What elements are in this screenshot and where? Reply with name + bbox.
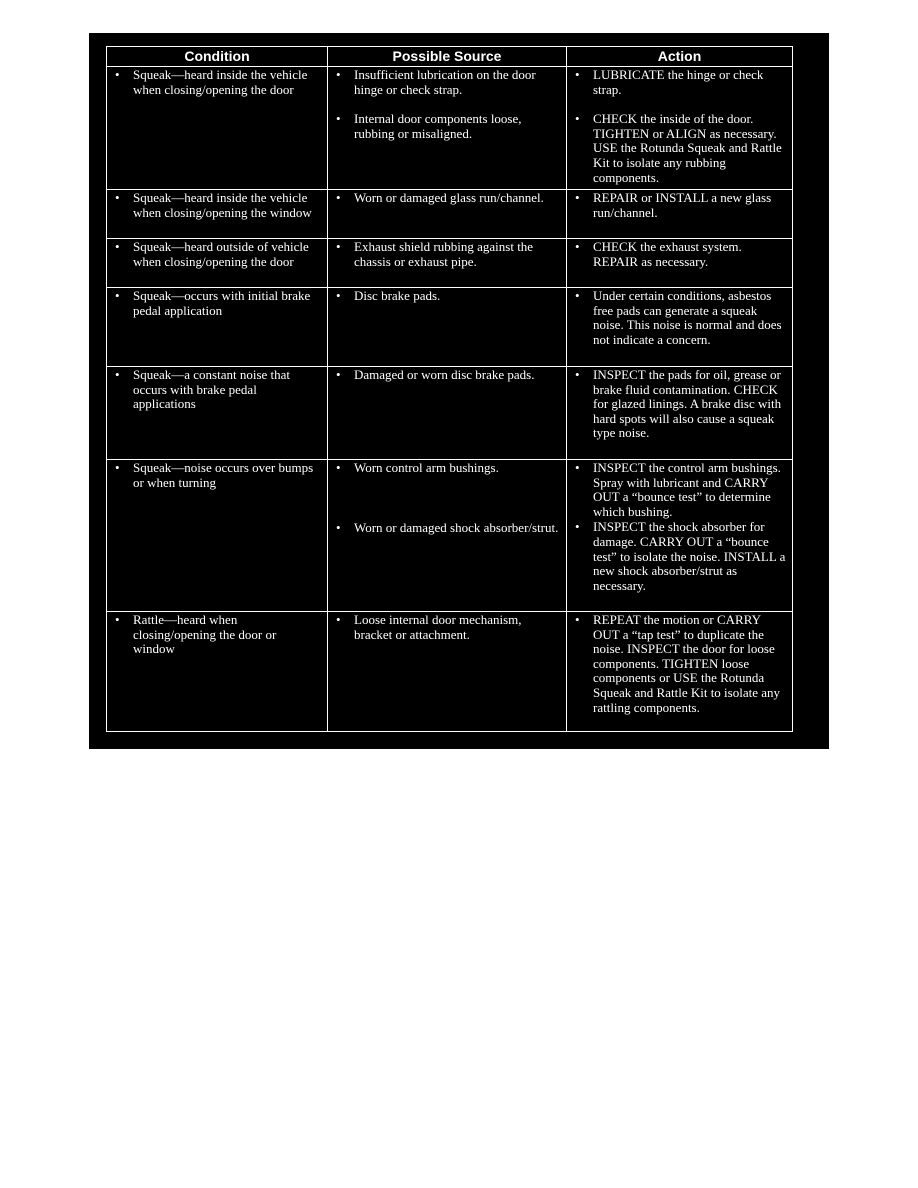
source-text: • Worn or damaged glass run/channel. [328, 190, 566, 206]
source-cell [328, 460, 567, 612]
table-row [107, 612, 793, 732]
condition-text: • Squeak—heard inside the vehicle when closing/opening the window [107, 190, 327, 220]
condition-cell [107, 67, 328, 190]
condition-cell [107, 288, 328, 367]
source-text: • Internal door components loose, rubbing or misaligned. [328, 111, 566, 141]
action-text: • REPAIR or INSTALL a new glass run/channel. [567, 190, 792, 220]
action-text: • INSPECT the pads for oil, grease or brake fluid contamination. CHECK for glazed linings. A brake disc with hard spots will also cause a squeak type noise. [567, 367, 792, 441]
table-row [107, 239, 793, 288]
action-cell [567, 239, 793, 288]
table-header-row [107, 47, 793, 67]
condition-cell [107, 460, 328, 612]
condition-cell [107, 190, 328, 239]
source-cell [328, 367, 567, 460]
source-cell [328, 239, 567, 288]
action-text: • CHECK the exhaust system. REPAIR as necessary. [567, 239, 792, 269]
condition-text: • Squeak—noise occurs over bumps or when turning [107, 460, 327, 490]
action-cell [567, 190, 793, 239]
action-text: • LUBRICATE the hinge or check strap. [567, 67, 792, 97]
table-row [107, 460, 793, 612]
action-text: • INSPECT the control arm bushings. Spray with lubricant and CARRY OUT a “bounce test” to determine which bushing. [567, 460, 792, 519]
action-cell [567, 612, 793, 732]
source-text: • Damaged or worn disc brake pads. [328, 367, 566, 383]
action-cell [567, 367, 793, 460]
action-text: • REPEAT the motion or CARRY OUT a “tap test” to duplicate the noise. INSPECT the door for loose components. TIGHTEN loose components or USE the Rotunda Squeak and Rattle Kit to isolate any rattling components. [567, 612, 792, 715]
condition-cell [107, 367, 328, 460]
action-cell [567, 460, 793, 612]
source-text: • Loose internal door mechanism, bracket or attachment. [328, 612, 566, 642]
source-cell [328, 288, 567, 367]
condition-text: • Rattle—heard when closing/opening the door or window [107, 612, 327, 657]
condition-cell [107, 239, 328, 288]
condition-text: • Squeak—heard outside of vehicle when closing/opening the door [107, 239, 327, 269]
document-page [89, 33, 829, 749]
source-text: • Insufficient lubrication on the door hinge or check strap. [328, 67, 566, 97]
action-cell [567, 288, 793, 367]
source-text: • Exhaust shield rubbing against the chassis or exhaust pipe. [328, 239, 566, 269]
table-row [107, 190, 793, 239]
header-possible-source: Possible Source [328, 47, 567, 67]
source-cell [328, 190, 567, 239]
source-cell [328, 612, 567, 732]
action-text: • Under certain conditions, asbestos free pads can generate a squeak noise. This noise is normal and does not indicate a concern. [567, 288, 792, 347]
header-condition: Condition [107, 47, 328, 67]
action-text: • INSPECT the shock absorber for damage. CARRY OUT a “bounce test” to isolate the noise. INSTALL a new shock absorber/strut as necessary. [567, 519, 792, 593]
source-text: • Worn control arm bushings. [328, 460, 566, 476]
table-row [107, 67, 793, 190]
action-text: • CHECK the inside of the door. TIGHTEN or ALIGN as necessary. USE the Rotunda Squeak and Rattle Kit to isolate any rubbing components. [567, 111, 792, 185]
table-row [107, 288, 793, 367]
diagnosis-table [106, 46, 793, 732]
source-text: • Worn or damaged shock absorber/strut. [328, 520, 566, 536]
condition-text: • Squeak—occurs with initial brake pedal application [107, 288, 327, 318]
condition-text: • Squeak—heard inside the vehicle when closing/opening the door [107, 67, 327, 97]
header-action: Action [567, 47, 793, 67]
condition-text: • Squeak—a constant noise that occurs with brake pedal applications [107, 367, 327, 412]
table-row [107, 367, 793, 460]
condition-cell [107, 612, 328, 732]
source-text: • Disc brake pads. [328, 288, 566, 304]
source-cell [328, 67, 567, 190]
action-cell [567, 67, 793, 190]
